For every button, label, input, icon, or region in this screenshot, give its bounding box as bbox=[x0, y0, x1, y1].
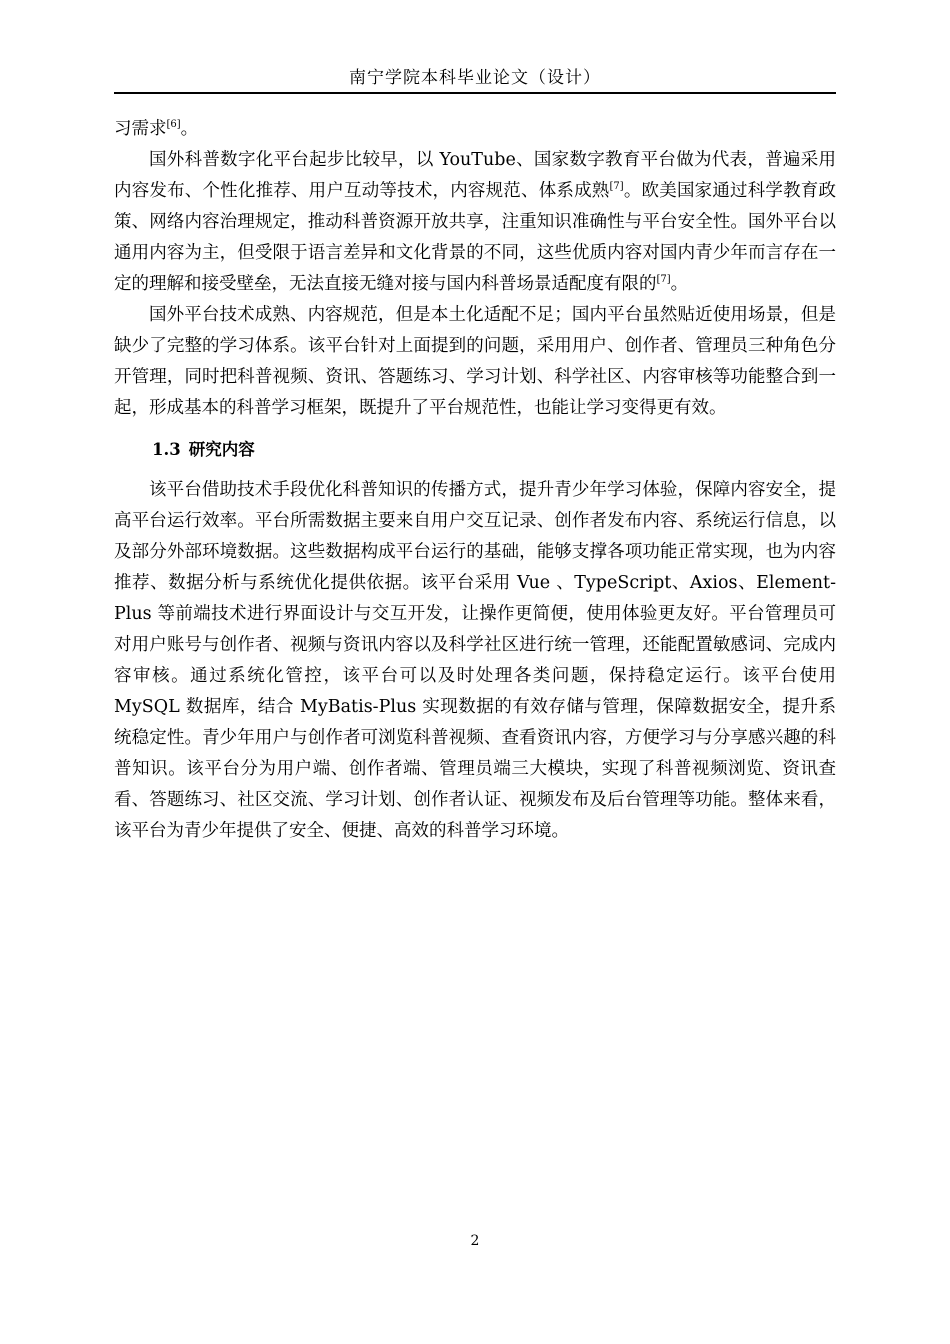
section-title: 研究内容 bbox=[188, 440, 255, 459]
paragraph-text: 。欧美国家通过科学教育政策、网络内容治理规定，推动科普资源开放共享，注重知识准确性与平台安全性。国外平台以通用内容为主，但受限于语言差异和文化背景的不同，这些优质内容对国内青少年而言存在一定的理解和接受壁垒，无法直接无缝对接与国内科普场景适配度有限的 bbox=[114, 181, 837, 294]
citation[interactable]: [7] bbox=[609, 181, 624, 192]
paragraph-research-content: 该平台借助技术手段优化科普知识的传播方式，提升青少年学习体验，保障内容安全，提高平台运行效率。平台所需数据主要来自用户交互记录、创作者发布内容、系统运行信息，以及部分外部环境数据。这些数据构成平台运行的基础，能够支撑各项功能正常实现，也为内容推荐、数据分析与系统优化提供依据。该平台采用 Vue 、TypeScript、Axios、Element-Plus 等前端技术进行界面设计与交互开发，让操作更简便，使用体验更友好。平台管理员可对用户账号与创作者、视频与资讯内容以及科学社区进行统一管理，还能配置敏感词、完成内容审核。通过系统化管控，该平台可以及时处理各类问题，保持稳定运行。该平台使用 MySQL 数据库，结合 MyBatis-Plus 实现数据的有效存储与管理，保障数据安全，提升系统稳定性。青少年用户与创作者可浏览科普视频、查看资讯内容，方便学习与分享感兴趣的科普知识。该平台分为用户端、创作者端、管理员端三大模块，实现了科普视频浏览、资讯查看、答题练习、社区交流、学习计划、创作者认证、视频发布及后台管理等功能。整体来看，该平台为青少年提供了安全、便捷、高效的科普学习环境。 bbox=[114, 480, 836, 841]
paragraph-text: 习需求 bbox=[114, 119, 167, 139]
section-heading bbox=[152, 437, 836, 463]
header-rule bbox=[114, 92, 836, 94]
paragraph-text: 。 bbox=[180, 119, 199, 139]
running-header: 南宁学院本科毕业论文（设计） bbox=[349, 68, 601, 88]
paragraph-continued bbox=[114, 114, 836, 145]
paragraph-text: 。 bbox=[670, 274, 689, 294]
section-number: 1.3 bbox=[152, 440, 181, 459]
citation[interactable]: [6] bbox=[166, 119, 181, 130]
paragraph-text: 国外科普数字化平台起步比较早，以 YouTube、国家数字教育平台做为代表，普遍采用内容发布、个性化推荐、用户互动等技术，内容规范、体系成熟 bbox=[114, 150, 836, 201]
citation[interactable]: [7] bbox=[656, 274, 671, 285]
page-number: 2 bbox=[470, 1233, 480, 1249]
body-text bbox=[114, 114, 836, 847]
paragraph-foreign-platforms bbox=[114, 145, 836, 300]
paragraph-platform-summary: 国外平台技术成熟、内容规范，但是本土化适配不足；国内平台虽然贴近使用场景，但是缺少了完整的学习体系。该平台针对上面提到的问题，采用用户、创作者、管理员三种角色分开管理，同时把科普视频、资讯、答题练习、学习计划、科学社区、内容审核等功能整合到一起，形成基本的科普学习框架，既提升了平台规范性，也能让学习变得更有效。 bbox=[114, 305, 836, 418]
